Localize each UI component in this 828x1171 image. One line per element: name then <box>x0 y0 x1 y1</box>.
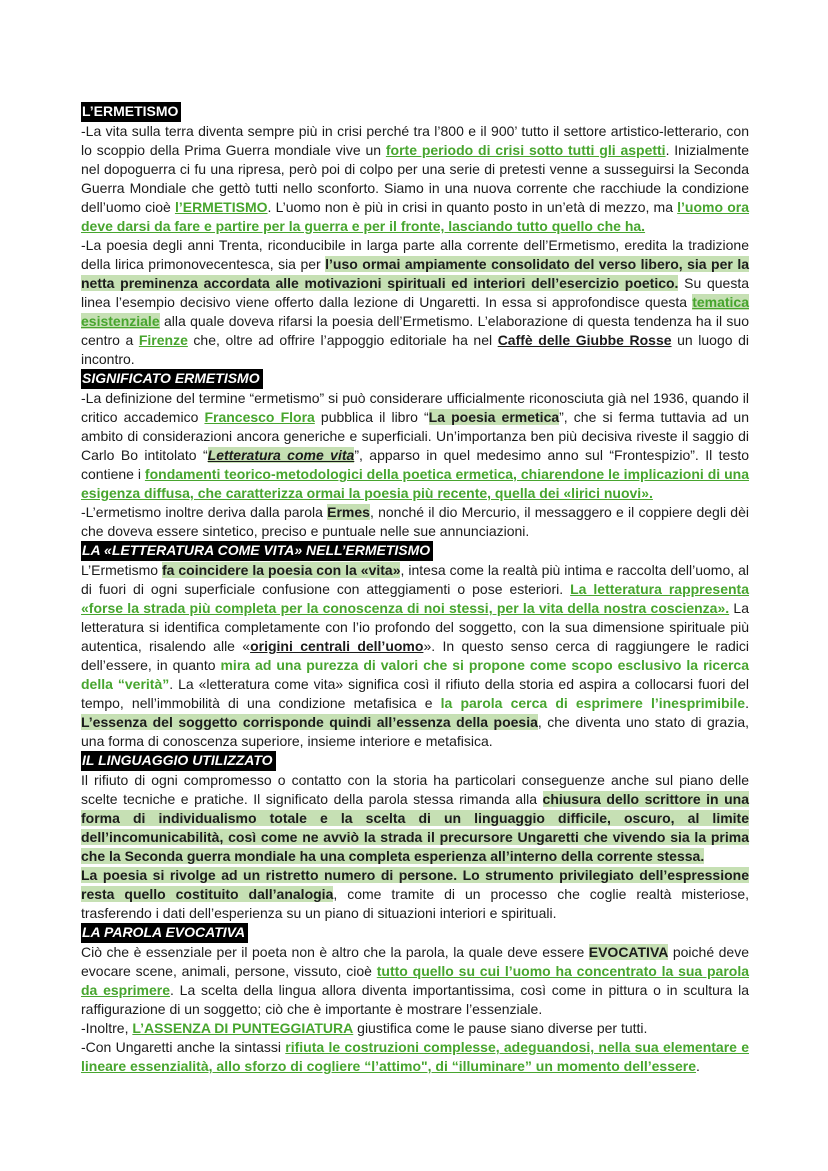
paragraph <box>81 236 749 369</box>
text-run: -Inoltre, <box>81 1020 133 1036</box>
text-run: . La scelta della lingua allora diventa importantissima, così come in pittura o in scultura la raffigurazione di un soggetto; ciò che è importante è mostrare l’essenziale. <box>81 982 749 1017</box>
text-run-emphasis: tematica esistenziale <box>81 294 749 329</box>
text-run: giustifica come le pause siano diverse per tutti. <box>353 1020 648 1036</box>
text-run: . <box>745 695 749 711</box>
text-run-emphasis: fa coincidere la poesia con la «vita» <box>161 562 401 578</box>
paragraph <box>81 1019 749 1038</box>
text-run-emphasis: la parola cerca di esprimere l’inesprimibile <box>440 695 746 711</box>
text-run: Su questa linea l’esempio decisivo viene offerto dalla lezione di Ungaretti. In essa si approfondisce questa <box>81 275 749 310</box>
text-run-emphasis: tutto quello su cui l’uomo ha concentrato la sua parola da esprimere <box>81 963 750 998</box>
text-run-emphasis: fondamenti teorico-metodologici della poetica ermetica, chiarendone le implicazioni di una esigenza diffusa, che caratterizza ormai la poesia più recente, quella dei «lirici nuovi». <box>81 466 749 501</box>
text-run-emphasis: l’uomo ora deve darsi da fare e partire per la guerra e per il fronte, lasciando tutto quello che ha. <box>81 199 749 234</box>
text-run: -Con Ungaretti anche la sintassi <box>81 1039 286 1055</box>
text-run: , intesa come la realtà più intima e raccolta dell’uomo, al di fuori di ogni superficiale confusione con atteggiamenti o pose esteriori. <box>81 562 749 597</box>
text-run-emphasis: La poesia ermetica <box>428 409 560 425</box>
text-run-emphasis: La letteratura rappresenta «forse la strada più completa per la conoscenza di noi stessi, per la vita della nostra coscienza». <box>81 581 749 616</box>
text-run: , nonché il dio Mercurio, il messaggero e il coppiere degli dèi che doveva essere sintetico, preciso e puntuale nelle sue annunciazioni. <box>81 504 749 539</box>
text-run-emphasis: Ermes <box>327 504 370 520</box>
text-run: che, oltre ad offrire l’appoggio editoriale ha nel <box>187 332 498 348</box>
document-content <box>81 102 749 1076</box>
text-run: La letteratura si identifica completamente con l’io profondo del soggetto, con la sua dimensione spirituale più autentica, risalendo alle « <box>81 600 749 654</box>
text-run-emphasis: Letteratura come vita <box>207 447 355 463</box>
text-run: ”, apparso in quel medesimo anno sul “Frontespizio”. Il testo contiene i <box>81 447 750 482</box>
text-run: -La poesia degli anni Trenta, riconducibile in larga parte alla corrente dell’Ermetismo, eredita la tradizione della lirica primonovecentesca, sia per <box>81 237 749 272</box>
text-run-emphasis: rifiuta le costruzioni complesse, adeguandosi, nella sua elementare e lineare essenzialità, allo sforzo di cogliere “l’attimo", di “illuminare” un momento dell’essere <box>81 1039 749 1074</box>
text-run: L’Ermetismo <box>81 562 162 578</box>
text-run: -La vita sulla terra diventa sempre più in crisi perché tra l’800 e il 900’ tutto il settore artistico-letterario, con lo scoppio della Prima Guerra mondiale vive un <box>81 123 749 158</box>
section-heading: SIGNIFICATO ERMETISMO <box>81 369 263 389</box>
paragraph <box>81 943 749 1019</box>
section-heading: LA «LETTERATURA COME VITA» NELL’ERMETISMO <box>81 541 433 561</box>
text-run: Il rifiuto di ogni compromesso o contatto con la storia ha particolari conseguenze anche sul piano delle scelte tecniche e pratiche. Il significato della parola stessa rimanda alla <box>81 772 749 807</box>
section-heading-line <box>81 751 749 771</box>
text-run: . L’uomo non è più in crisi in quanto posto in un’età di mezzo, ma <box>267 199 678 215</box>
text-run-emphasis: Francesco Flora <box>204 409 315 425</box>
text-run: , che diventa uno stato di grazia, una forma di conoscenza superiore, insieme interiore e metafisica. <box>81 714 749 749</box>
text-run-emphasis: origini centrali dell’uomo <box>250 638 424 654</box>
text-run-emphasis: forte periodo di crisi sotto tutti gli aspetti <box>385 142 666 158</box>
paragraph <box>81 561 749 751</box>
section-heading: IL LINGUAGGIO UTILIZZATO <box>81 751 276 771</box>
paragraph <box>81 866 749 923</box>
text-run-emphasis: L’ASSENZA DI PUNTEGGIATURA <box>132 1020 354 1036</box>
section-heading-line <box>81 541 749 561</box>
text-run-emphasis: L’essenza del soggetto corrisponde quindi all’essenza della poesia <box>81 714 538 730</box>
text-run: alla quale doveva rifarsi la poesia dell’Ermetismo. L’elaborazione di questa tendenza ha il suo centro a <box>81 313 749 348</box>
text-run-emphasis: mira ad una purezza di valori che si propone come scopo esclusivo la ricerca della “verità” <box>81 657 749 692</box>
section-heading-line <box>81 923 749 943</box>
text-run: ”, che si ferma tuttavia ad un ambito di considerazioni ancora generiche e superficiali. Un’importanza ben più decisiva riveste il saggio di Carlo Bo intitolato “ <box>81 409 749 463</box>
text-run-emphasis: La poesia si rivolge ad un ristretto numero di persone. Lo strumento privilegiato dell’espressione resta quello costituito dall’analogia <box>81 867 749 902</box>
text-run-emphasis: l’ERMETISMO <box>174 199 268 215</box>
text-run-emphasis: l’uso ormai ampiamente consolidato del verso libero, sia per la netta preminenza accordata alle motivazioni spirituali ed interiori dell’esercizio poetico. <box>81 256 749 291</box>
section-heading-line <box>81 102 749 122</box>
text-run: . Inizialmente nel dopoguerra ci fu una ripresa, però poi di colpo per una serie di pretesti venne a susseguirsi la Seconda Guerra Mondiale che gettò tutti nello sconforto. Siamo in una nuova corrente che racchiude la condizione dell’uomo cioè <box>81 142 749 215</box>
text-run: pubblica il libro “ <box>314 409 429 425</box>
text-run: poiché deve evocare scene, animali, persone, vissuto, cioè <box>81 944 749 979</box>
paragraph <box>81 122 749 236</box>
text-run: Ciò che è essenziale per il poeta non è altro che la parola, la quale deve essere <box>81 944 589 960</box>
text-run: ». In questo senso cerca di raggiungere le radici dell’essere, in quanto <box>81 638 749 673</box>
text-run: -L’ermetismo inoltre deriva dalla parola <box>81 504 328 520</box>
section-heading-line <box>81 369 749 389</box>
text-run-emphasis: chiusura dello scrittore in una forma di individualismo totale e la scelta di un linguaggio difficile, oscuro, al limite dell’incomunicabilità, così come ne avviò la strada il precursore Ungaretti che vivendo sia la prima che la Seconda guerra mondiale ha una completa esperienza all’interno della corrente stessa. <box>81 791 749 864</box>
text-run: , come tramite di un processo che coglie realtà misteriose, trasferendo i dati dell’esperienza su un piano di situazioni interiori e spirituali. <box>81 886 750 921</box>
text-run-emphasis: Firenze <box>138 332 188 348</box>
text-run-emphasis: EVOCATIVA <box>588 944 669 960</box>
paragraph <box>81 771 749 866</box>
text-run: . La «letteratura come vita» significa così il rifiuto della storia ed aspira a collocarsi fuori del tempo, nell’immobilità di una condizione metafisica e <box>81 676 750 711</box>
section-heading: LA PAROLA EVOCATIVA <box>81 923 248 943</box>
text-run-emphasis: Caffè delle Giubbe Rosse <box>497 332 672 348</box>
text-run: un luogo di incontro. <box>81 332 749 367</box>
paragraph <box>81 1038 749 1076</box>
paragraph <box>81 503 749 541</box>
section-heading: L’ERMETISMO <box>81 102 181 122</box>
paragraph <box>81 389 749 503</box>
text-run: -La definizione del termine “ermetismo” si può considerare ufficialmente riconosciuta già nel 1936, quando il critico accademico <box>81 390 749 425</box>
text-run: . <box>696 1058 700 1074</box>
